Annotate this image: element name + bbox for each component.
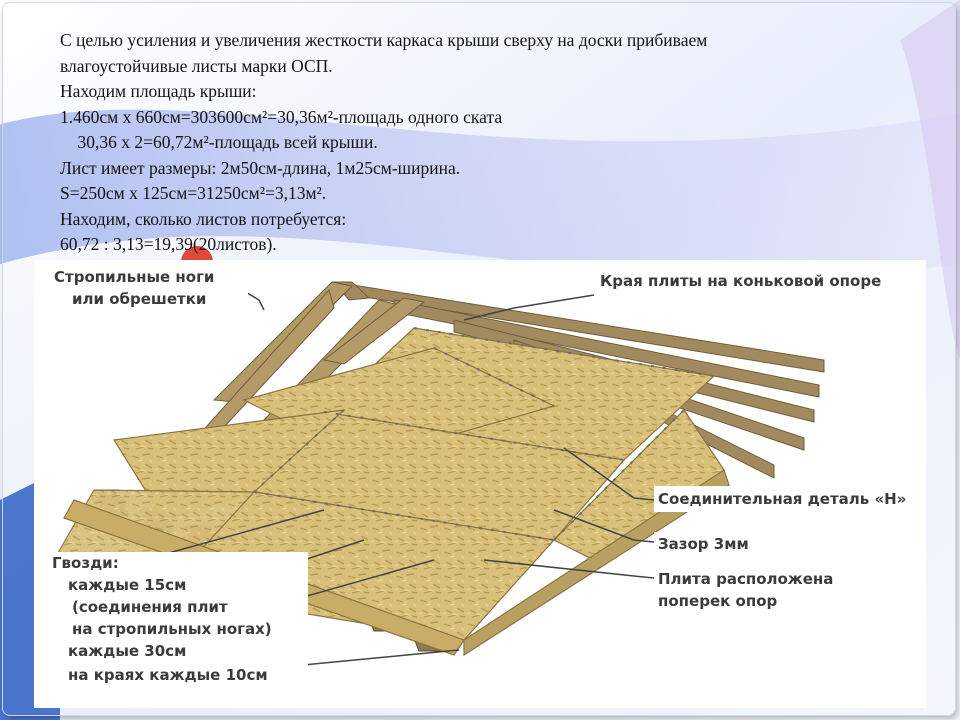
label-nails-4: каждые 30см	[68, 642, 187, 660]
text-line: Лист имеет размеры: 2м50см-длина, 1м25см-ширина.	[60, 157, 461, 178]
text-line: 1.460см х 660см=303600см²=30,36м²-площадь одного ската	[60, 106, 503, 127]
label-nails-1: каждые 15см	[68, 576, 187, 594]
text-line: 60,72 : 3,13=19,39(20листов).	[60, 234, 277, 254]
text-line: Находим, сколько листов потребуется:	[60, 208, 347, 229]
label-plate-1: Плита расположена	[658, 570, 834, 588]
label-nails-2: (соединения плит	[72, 598, 228, 616]
text-line: влагоустойчивые листы марки ОСП.	[60, 55, 333, 76]
label-rafters-1: Стропильные ноги	[54, 268, 215, 286]
label-ridge-edges: Края плиты на коньковой опоре	[600, 272, 882, 290]
label-h-connector: Соединительная деталь «Н»	[658, 490, 907, 508]
roof-osb-diagram	[34, 260, 926, 708]
text-line: S=250см х 125см=31250см²=3,13м².	[60, 183, 327, 203]
label-rafters-2: или обрешетки	[72, 290, 207, 308]
label-gap: Зазор 3мм	[658, 535, 749, 553]
text-line: Находим площадь крыши:	[60, 81, 257, 101]
label-plate-2: поперек опор	[658, 592, 778, 610]
label-nails-title: Гвозди:	[52, 554, 119, 572]
text-line: С целью усиления и увеличения жесткости каркаса крыши сверху на доски прибиваем	[60, 30, 708, 50]
explanation-text	[60, 28, 920, 258]
label-nails-5: на краях каждые 10см	[68, 666, 268, 684]
text-line: 30,36 х 2=60,72м²-площадь всей крыши.	[60, 132, 378, 152]
label-nails-3: на стропильных ногах)	[72, 620, 272, 638]
